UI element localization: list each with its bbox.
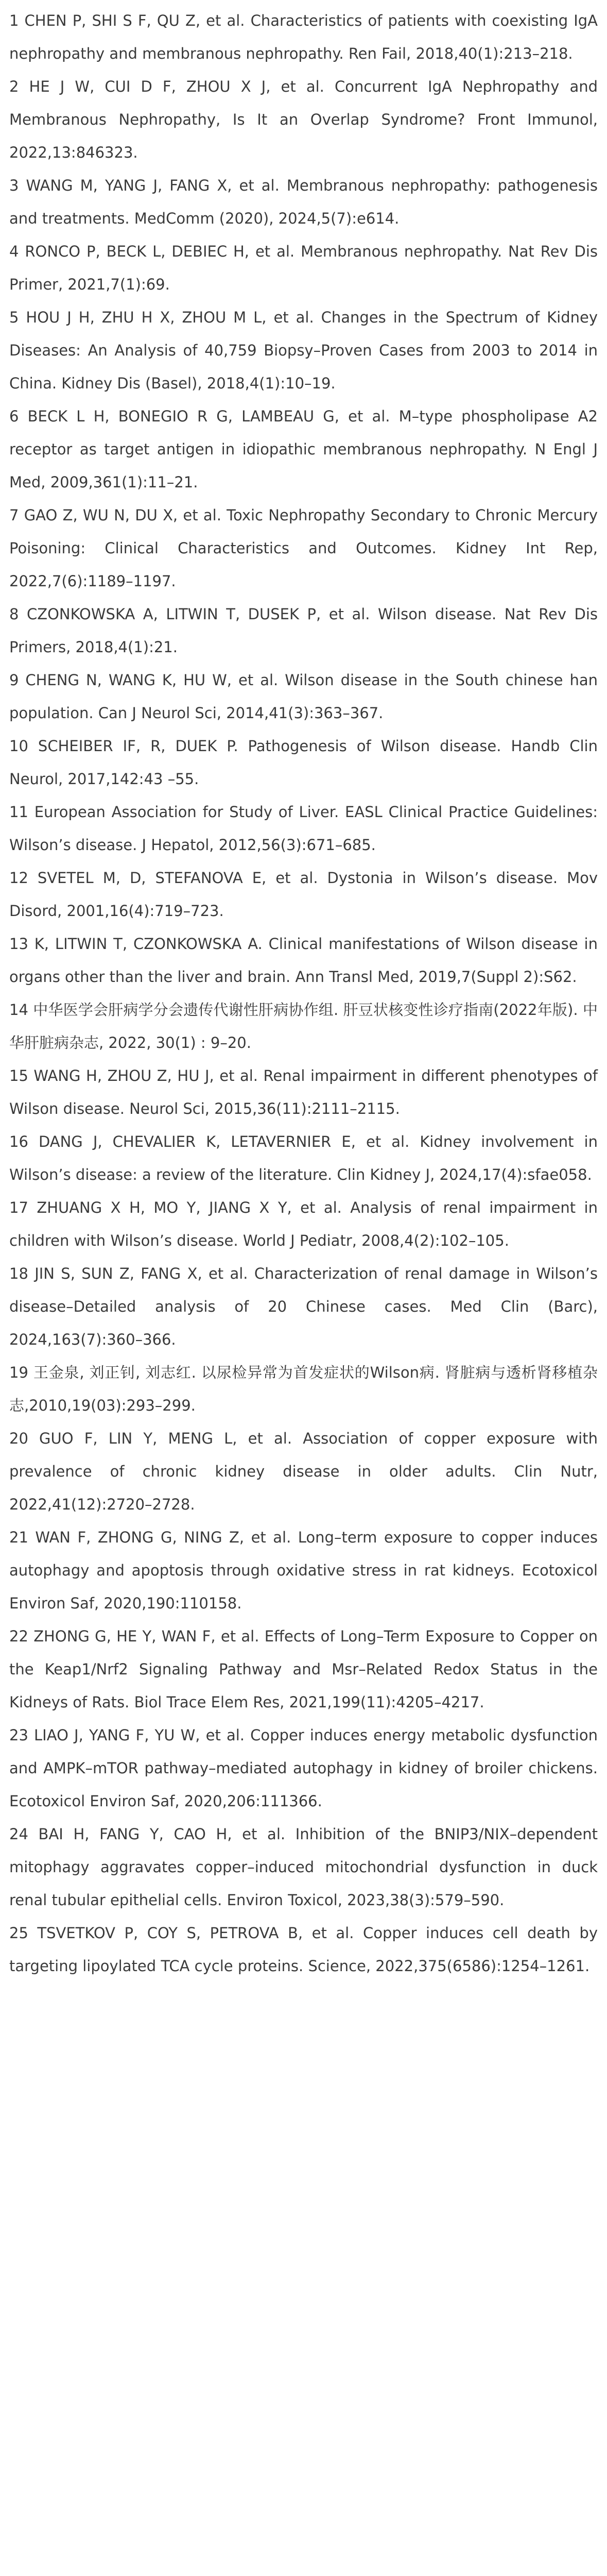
reference-item: 19 王金泉, 刘正钊, 刘志红. 以尿检异常为首发症状的Wilson病. 肾脏病与透析肾移植杂志,2010,19(03):293–299. [9,1364,598,1414]
reference-item: 25 TSVETKOV P, COY S, PETROVA B, et al. Copper induces cell death by targeting lipoylated TCA cycle proteins. Science, 2022,375(6586):1254–1261. [9,1924,598,1975]
reference-item: 23 LIAO J, YANG F, YU W, et al. Copper induces energy metabolic dysfunction and AMPK–mTOR pathway–mediated autophagy in kidney of broiler chickens. Ecotoxicol Environ Saf, 2020,206:111366. [9,1726,598,1810]
reference-item: 22 ZHONG G, HE Y, WAN F, et al. Effects of Long–Term Exposure to Copper on the Keap1/Nrf2 Signaling Pathway and Msr–Related Redox Status in the Kidneys of Rats. Biol Trace Elem Res, 2021,199(11):4205–4217. [9,1628,598,1711]
reference-item: 7 GAO Z, WU N, DU X, et al. Toxic Nephropathy Secondary to Chronic Mercury Poisoning: Clinical Characteristics and Outcomes. Kidney Int Rep, 2022,7(6):1189–1197. [9,506,598,590]
reference-item: 9 CHENG N, WANG K, HU W, et al. Wilson disease in the South chinese han population. Can J Neurol Sci, 2014,41(3):363–367. [9,671,598,722]
reference-item: 20 GUO F, LIN Y, MENG L, et al. Association of copper exposure with prevalence of chronic kidney disease in older adults. Clin Nutr, 2022,41(12):2720–2728. [9,1430,598,1513]
reference-item: 10 SCHEIBER IF, R, DUEK P. Pathogenesis of Wilson disease. Handb Clin Neurol, 2017,142:43 –55. [9,737,598,788]
reference-item: 5 HOU J H, ZHU H X, ZHOU M L, et al. Changes in the Spectrum of Kidney Diseases: An Analysis of 40,759 Biopsy–Proven Cases from 2003 to 2014 in China. Kidney Dis (Basel), 2018,4(1):10–19. [9,309,598,392]
reference-item: 6 BECK L H, BONEGIO R G, LAMBEAU G, et al. M–type phospholipase A2 receptor as target antigen in idiopathic membranous nephropathy. N Engl J Med, 2009,361(1):11–21. [9,408,598,491]
reference-item: 24 BAI H, FANG Y, CAO H, et al. Inhibition of the BNIP3/NIX–dependent mitophagy aggravates copper–induced mitochondrial dysfunction in duck renal tubular epithelial cells. Environ Toxicol, 2023,38(3):579–590. [9,1825,598,1909]
reference-item: 4 RONCO P, BECK L, DEBIEC H, et al. Membranous nephropathy. Nat Rev Dis Primer, 2021,7(1):69. [9,243,598,293]
reference-item: 12 SVETEL M, D, STEFANOVA E, et al. Dystonia in Wilson’s disease. Mov Disord, 2001,16(4):719–723. [9,869,598,920]
reference-item: 2 HE J W, CUI D F, ZHOU X J, et al. Concurrent IgA Nephropathy and Membranous Nephropathy, Is It an Overlap Syndrome? Front Immunol, 2022,13:846323. [9,78,598,161]
reference-item: 13 K, LITWIN T, CZONKOWSKA A. Clinical manifestations of Wilson disease in organs other than the liver and brain. Ann Transl Med, 2019,7(Suppl 2):S62. [9,935,598,986]
reference-item: 15 WANG H, ZHOU Z, HU J, et al. Renal impairment in different phenotypes of Wilson disease. Neurol Sci, 2015,36(11):2111–2115. [9,1067,598,1117]
reference-item: 16 DANG J, CHEVALIER K, LETAVERNIER E, et al. Kidney involvement in Wilson’s disease: a review of the literature. Clin Kidney J, 2024,17(4):sfae058. [9,1133,598,1183]
reference-item: 14 中华医学会肝病学分会遗传代谢性肝病协作组. 肝豆状核变性诊疗指南(2022年版). 中华肝脏病杂志, 2022, 30(1) : 9–20. [9,1001,598,1052]
reference-item: 21 WAN F, ZHONG G, NING Z, et al. Long–term exposure to copper induces autophagy and apoptosis through oxidative stress in rat kidneys. Ecotoxicol Environ Saf, 2020,190:110158. [9,1529,598,1612]
reference-item: 11 European Association for Study of Liver. EASL Clinical Practice Guidelines: Wilson’s disease. J Hepatol, 2012,56(3):671–685. [9,803,598,854]
reference-item: 8 CZONKOWSKA A, LITWIN T, DUSEK P, et al. Wilson disease. Nat Rev Dis Primers, 2018,4(1):21. [9,605,598,656]
reference-item: 18 JIN S, SUN Z, FANG X, et al. Characterization of renal damage in Wilson’s disease–Detailed analysis of 20 Chinese cases. Med Clin (Barc), 2024,163(7):360–366. [9,1265,598,1348]
reference-item: 1 CHEN P, SHI S F, QU Z, et al. Characteristics of patients with coexisting IgA nephropathy and membranous nephropathy. Ren Fail, 2018,40(1):213–218. [9,12,598,62]
reference-item: 17 ZHUANG X H, MO Y, JIANG X Y, et al. Analysis of renal impairment in children with Wilson’s disease. World J Pediatr, 2008,4(2):102–105. [9,1199,598,1249]
reference-item: 3 WANG M, YANG J, FANG X, et al. Membranous nephropathy: pathogenesis and treatments. MedComm (2020), 2024,5(7):e614. [9,177,598,227]
